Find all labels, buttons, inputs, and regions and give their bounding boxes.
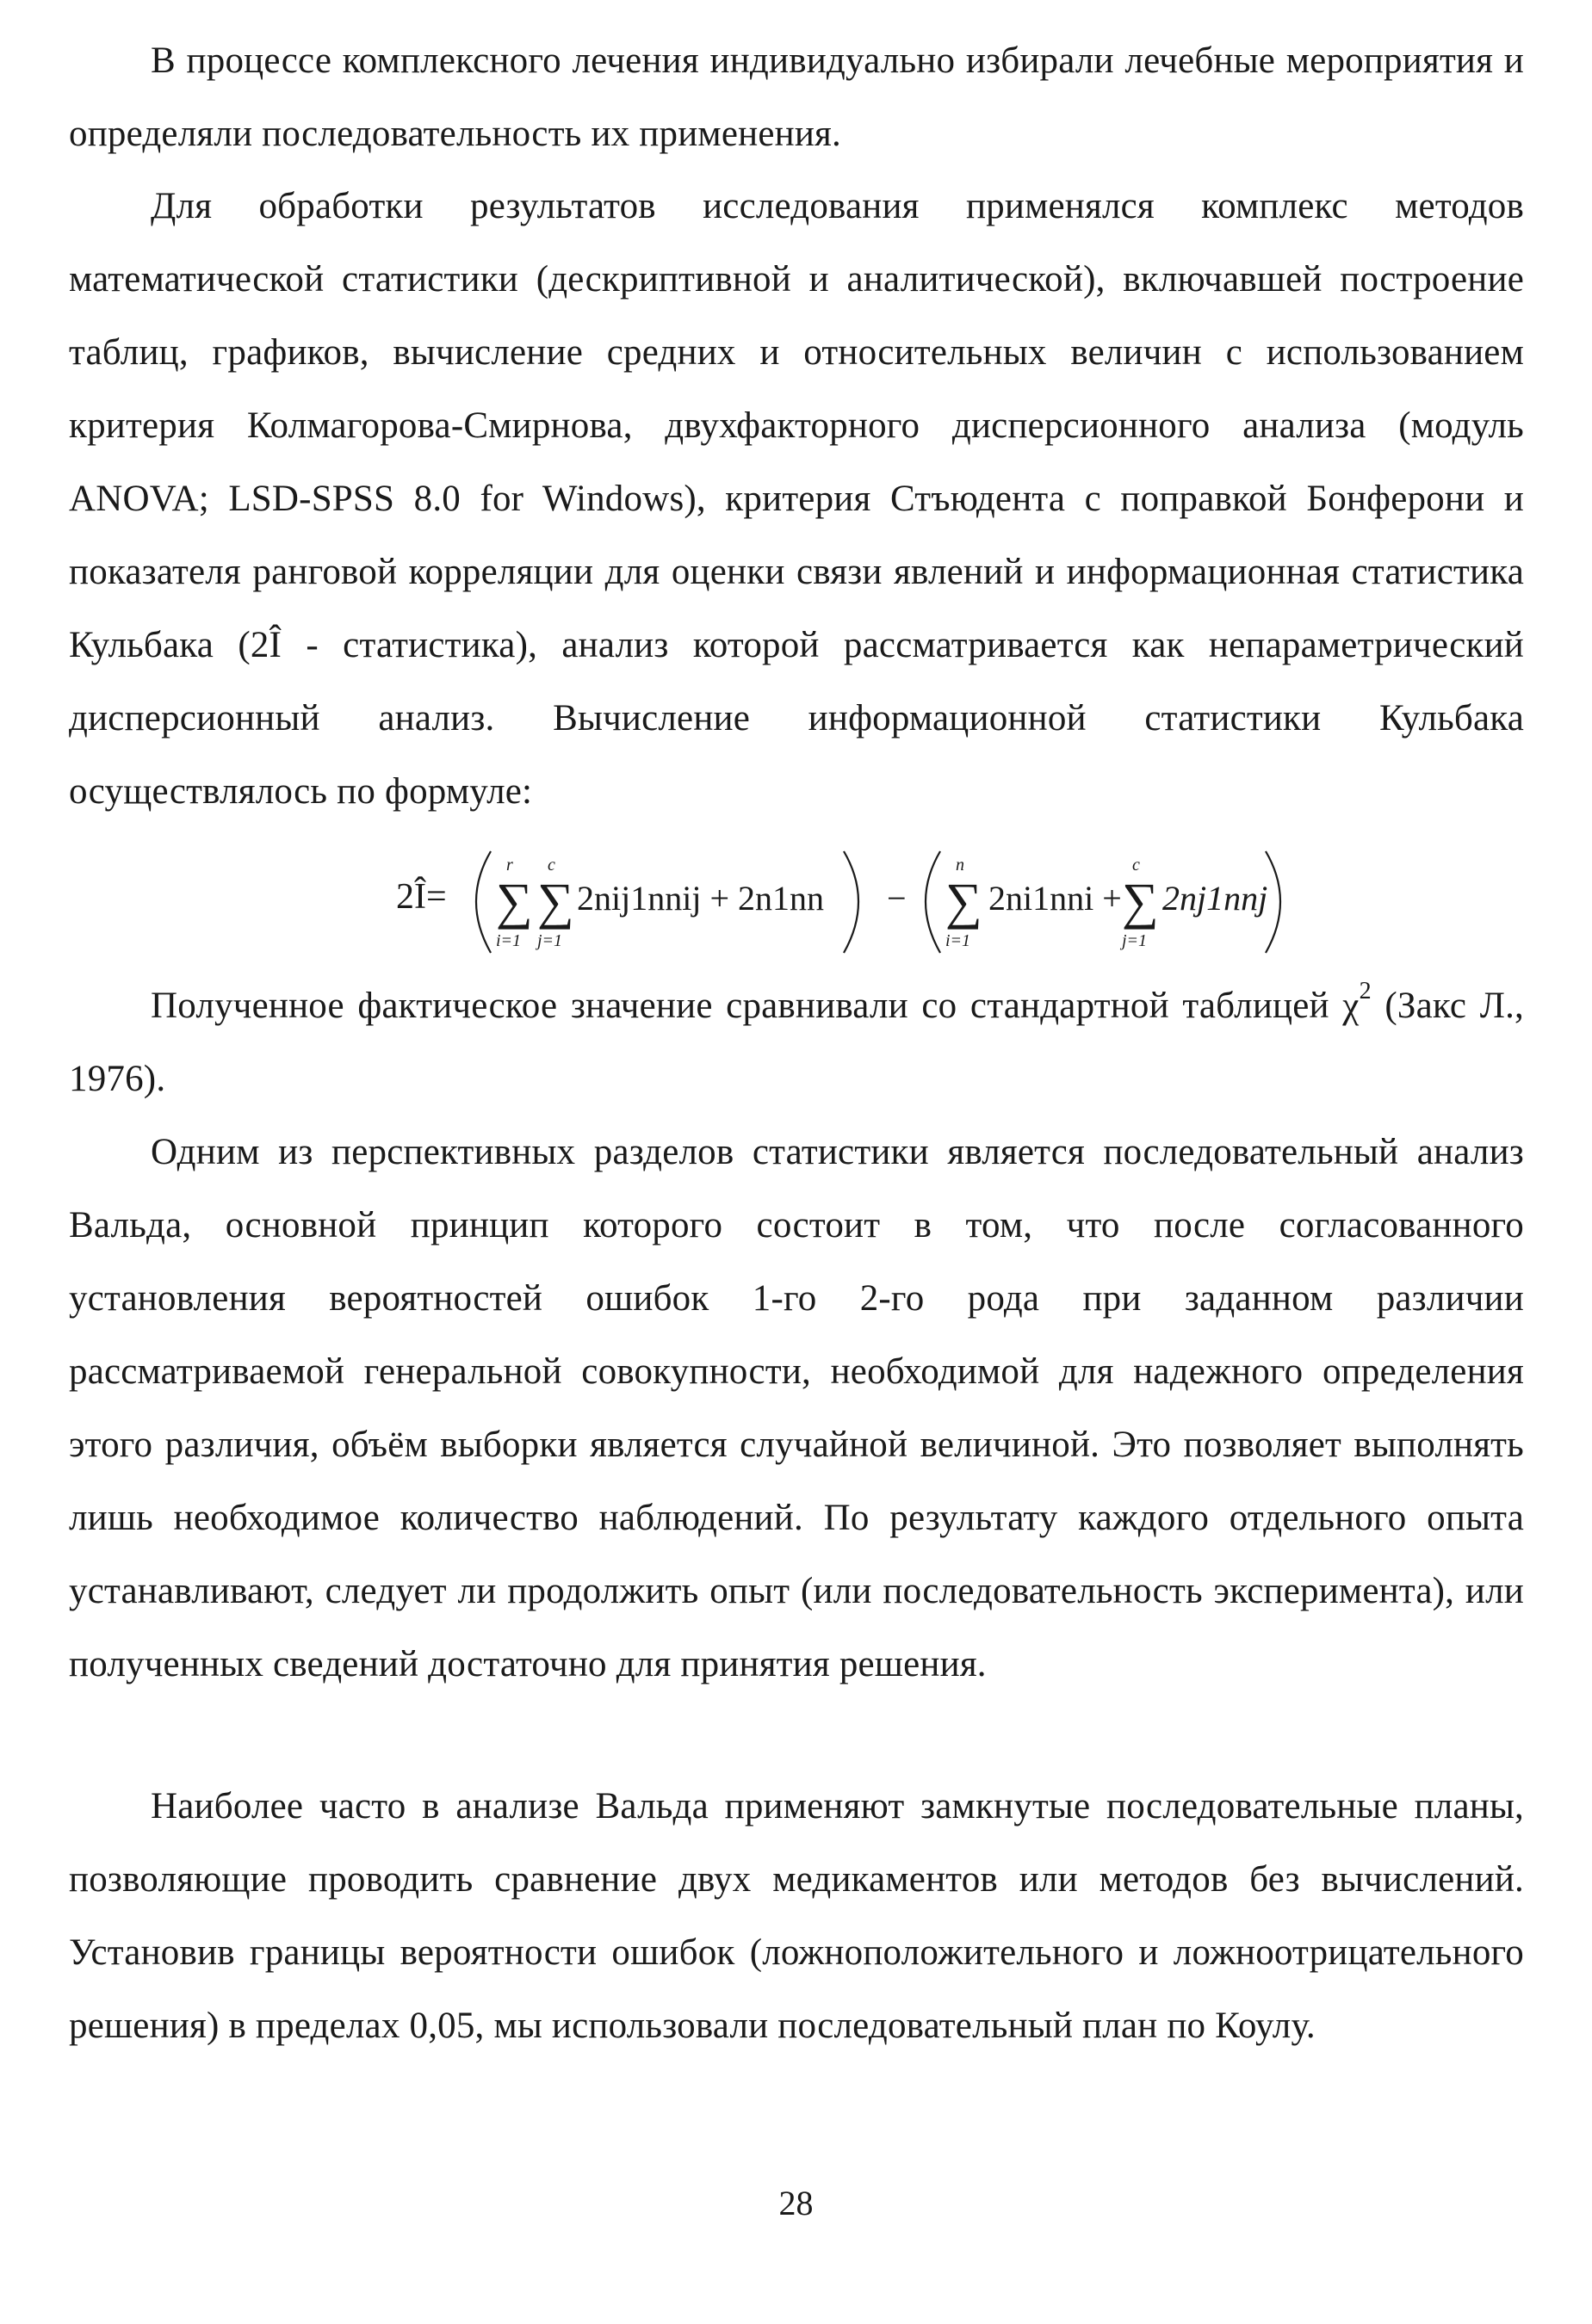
formula-graphic [396,839,1292,964]
sum3-lower: i=1 [945,931,971,950]
sum4-upper: c [1132,856,1140,875]
formula-lhs: 2Î= [396,877,447,917]
sum4-lower: j=1 [1122,931,1148,950]
paragraph-treatment: В процессе комплексного лечения индивидуально избирали лечебные мероприятия и определяли последовательность их применения. [69,40,1524,154]
formula-minus: − [887,879,907,918]
sum2-symbol: ∑ [537,873,574,930]
left-paren-2 [926,851,940,953]
chi-superscript: 2 [1359,978,1372,1004]
sum4-symbol: ∑ [1122,873,1159,930]
left-paren-1 [476,851,491,953]
sum3-upper: n [956,856,964,875]
formula-term3: 2nj1nnj [1162,879,1268,918]
sum3-symbol: ∑ [945,873,982,930]
formula-term2: 2ni1nni + [988,879,1122,918]
sum2-upper: c [548,856,555,875]
p3-main-text: Полученное фактическое значение сравнивали со стандартной таблицей χ [151,986,1360,1026]
sum2-lower: j=1 [537,931,563,950]
paragraph-chi-square [69,969,1524,1116]
paragraph-statistics-methods: Для обработки результатов исследования применялся комплекс методов математической статистики (дескриптивной и аналитической), включавшей построение таблиц, графиков, вычисление средних и относительных величин с использованием критерия Колмагорова-Смирнова, двухфакторного дисперсионного анализа (модуль ANOVA; LSD-SPSS 8.0 for Windows), критерия Стъюдента с поправкой Бонферони и показателя ранговой корреляции для оценки связи явлений и информационная статистика Кульбака (2Î - статистика), анализ которой рассматривается как непараметрический дисперсионный анализ. Вычисление информационной статистики Кульбака осуществлялось по формуле: [69,186,1524,812]
page-number: 28 [778,2184,814,2222]
sum1-symbol: ∑ [496,873,533,930]
formula-term1: 2nij1nnij + 2n1nn [577,879,825,918]
kullback-formula [396,839,1292,964]
sum1-upper: r [506,856,513,875]
paragraph-wald-analysis: Одним из перспективных разделов статистики является последовательный анализ Вальда, основной принцип которого состоит в том, что после согласованного установления вероятностей ошибок 1-го 2-го рода при заданном различии рассматриваемой генеральной совокупности, необходимой для надежного определения этого различия, объём выборки является случайной величиной. Это позволяет выполнять лишь необходимое количество наблюдений. По результату каждого отдельного опыта устанавливают, следует ли продолжить опыт (или последовательность эксперимента), или полученных сведений достаточно для принятия решения. [69,1132,1524,1684]
right-paren-2 [1266,851,1280,953]
right-paren-1 [844,851,858,953]
p3-tail-text: (Закс Л., 1976). [69,986,1524,1099]
paragraph-sequential-plans: Наиболее часто в анализе Вальда применяют замкнутые последовательные планы, позволяющие проводить сравнение двух медикаментов или методов без вычислений. Установив границы вероятности ошибок (ложноположительного и ложноотрицательного решения) в пределах 0,05, мы использовали последовательный план по Коулу. [69,1786,1524,2046]
sum1-lower: i=1 [496,931,522,950]
